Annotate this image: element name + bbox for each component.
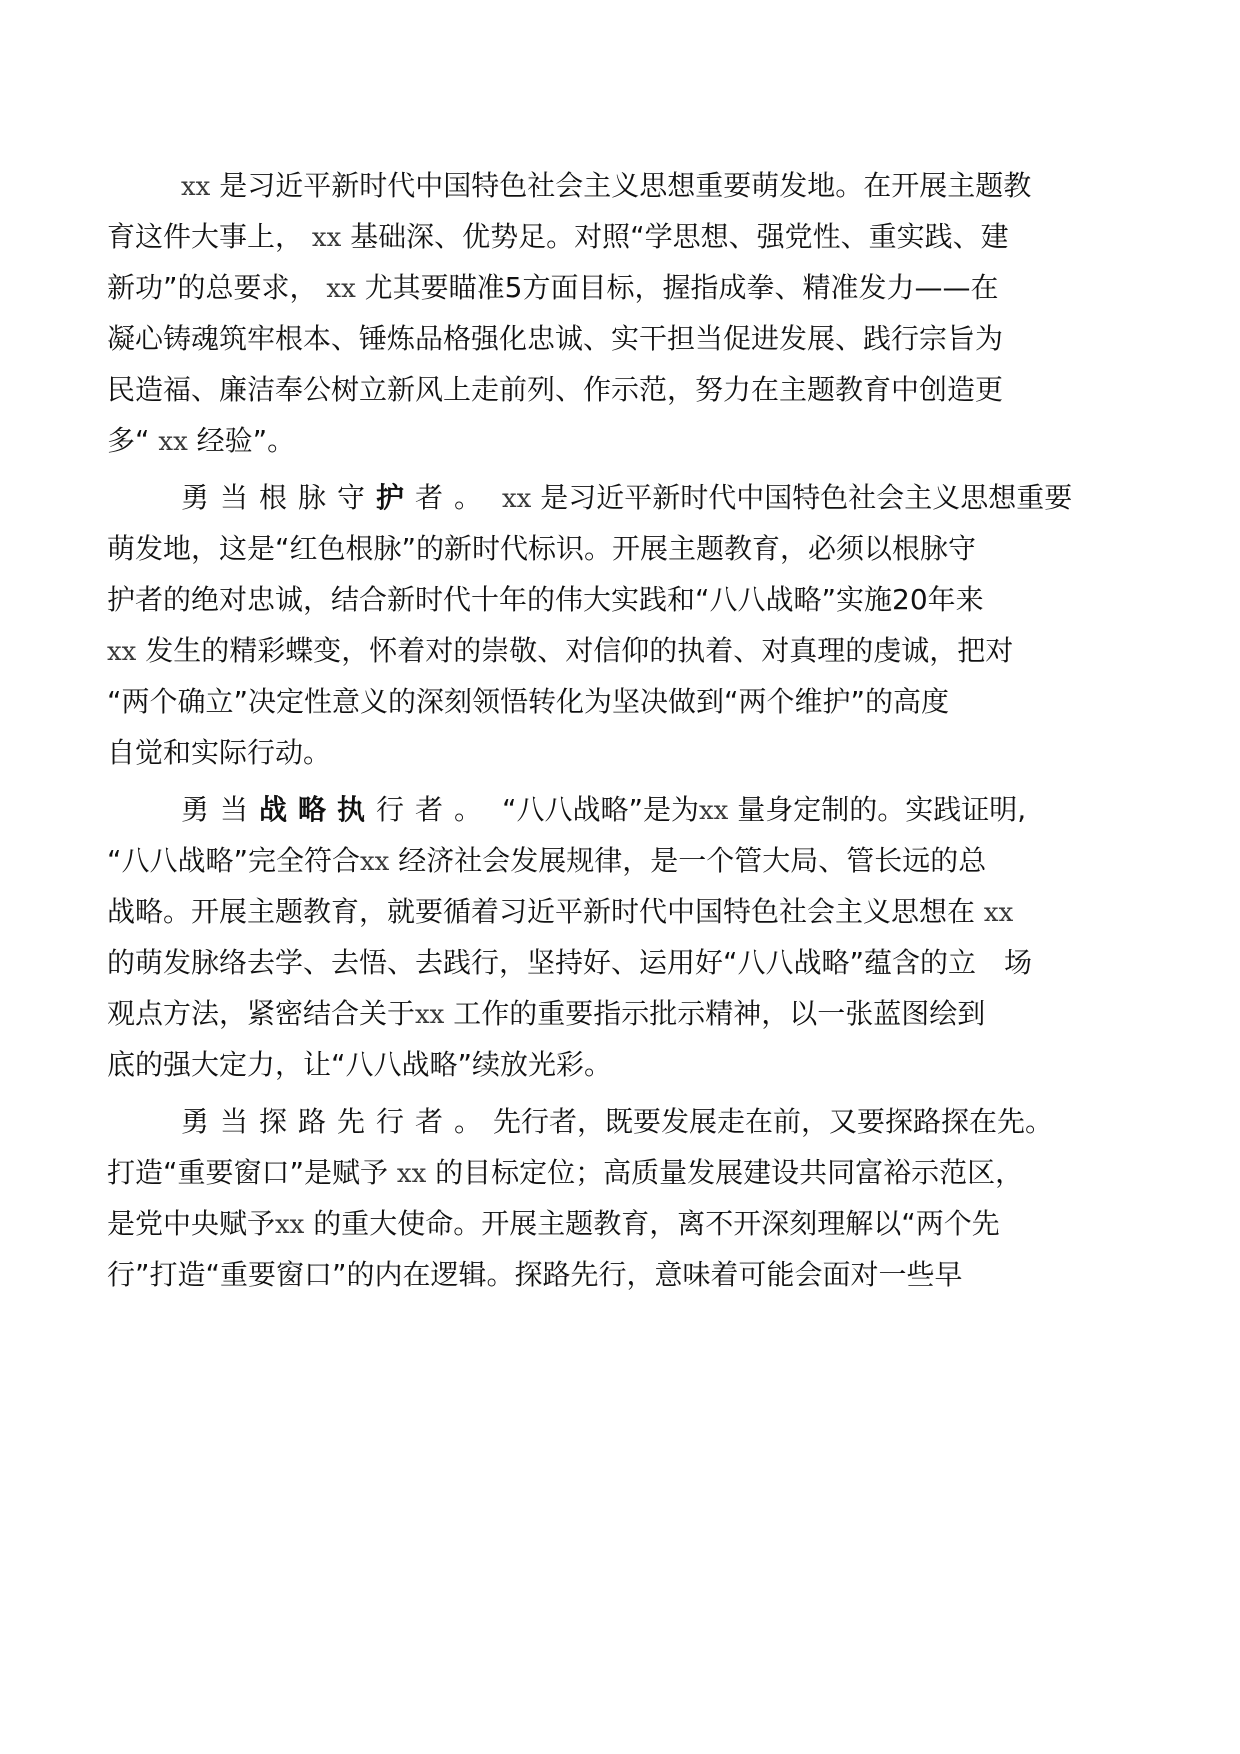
p1-line-2 [107, 208, 1009, 266]
placeholder-xx: xx [275, 1210, 305, 1240]
text: 护者的绝对忠诚，结合新时代十年的伟大实践和“八八战略”实施20年来 [107, 583, 984, 616]
text: 经济社会发展规律，是一个管大局、管长远的总 [398, 844, 987, 877]
p1-line-4 [107, 310, 1003, 368]
text: 底的强大定力，让“八八战略”续放光彩。 [107, 1048, 613, 1081]
placeholder-xx: xx [415, 1000, 445, 1030]
text: 观点方法，紧密结合关于 [107, 997, 416, 1030]
text: 新功”的总要求， [107, 271, 318, 304]
p1-line-6 [107, 412, 295, 470]
p2-line-1 [181, 469, 1072, 527]
p3-line-2 [107, 832, 986, 890]
placeholder-xx: xx [698, 796, 729, 826]
text: 萌发地，这是“红色根脉”的新时代标识。开展主题教育，必须以根脉守 [107, 532, 977, 565]
p1-line-3 [107, 259, 998, 317]
text: 尤其要瞄准5方面目标，握指成拳、精准发力——在 [364, 271, 999, 304]
text: 行”打造“重要窗口”的内在逻辑。探路先行，意味着可能会面对一些早 [107, 1258, 963, 1291]
text: 战略。开展主题教育，就要循着习近平新时代中国特色社会主义思想在 [107, 895, 976, 928]
text: 量身定制的。实践证明, [737, 793, 1027, 826]
text: 育这件大事上， [107, 220, 304, 253]
text: “八八战略”是为 [501, 793, 699, 826]
text: 凝心铸魂筑牢根本、锤炼品格强化忠诚、实干担当促进发展、践行宗旨为 [107, 322, 1004, 355]
p3-line-6 [107, 1036, 612, 1094]
p4-line-3 [107, 1195, 1000, 1253]
section-heading-part: 勇当 [181, 793, 260, 826]
placeholder-xx: xx [311, 223, 342, 253]
text: 是习近平新时代中国特色社会主义思想重要萌发地。在开展主题教 [219, 169, 1032, 202]
text: “两个确立”决定性意义的深刻领悟转化为坚决做到“两个维护”的高度 [107, 685, 950, 718]
p2-line-3 [107, 571, 984, 629]
text: 工作的重要指示批示精神，以一张蓝图绘到 [453, 997, 986, 1030]
placeholder-xx: xx [360, 847, 390, 877]
p4-line-2 [107, 1144, 1023, 1202]
placeholder-xx: xx [501, 484, 532, 514]
text: 打造“重要窗口”是赋予 [107, 1156, 389, 1189]
placeholder-xx: xx [326, 274, 356, 304]
p1-line-1 [181, 157, 1031, 215]
p1-line-5 [107, 361, 1003, 419]
text: 自觉和实际行动。 [107, 736, 332, 769]
text: 发生的精彩蝶变，怀着对的崇敬、对信仰的执着、对真理的虔诚，把对 [145, 634, 1014, 667]
section-heading-part: 者。 [415, 481, 494, 514]
placeholder-xx: xx [107, 637, 137, 667]
p4-line-4 [107, 1246, 963, 1304]
placeholder-xx: xx [983, 898, 1014, 928]
placeholder-xx: xx [158, 427, 188, 457]
text: 基础深、优势足。对照“学思想、强党性、重实践、建 [350, 220, 1009, 253]
p3-line-5 [107, 985, 985, 1043]
section-heading-bold: 护 [376, 481, 416, 514]
p3-line-1 [181, 781, 1026, 839]
placeholder-xx: xx [181, 172, 211, 202]
text: 是党中央赋予 [107, 1207, 276, 1240]
p3-line-4 [107, 934, 1032, 992]
p4-line-1 [181, 1093, 1053, 1151]
p3-line-3 [107, 883, 1013, 941]
p2-line-2 [107, 520, 976, 578]
text: 的重大使命。开展主题教育，离不开深刻理解以“两个先 [313, 1207, 1000, 1240]
section-heading-bold: 战略执 [259, 793, 377, 826]
text: 的目标定位；高质量发展建设共同富裕示范区， [435, 1156, 1024, 1189]
p2-line-4 [107, 622, 1013, 680]
text: “八八战略”完全符合 [107, 844, 361, 877]
text: 民造福、廉洁奉公树立新风上走前列、作示范，努力在主题教育中创造更 [107, 373, 1004, 406]
text: 是习近平新时代中国特色社会主义思想重要 [540, 481, 1073, 514]
p2-line-5 [107, 673, 949, 731]
placeholder-xx: xx [396, 1159, 427, 1189]
text: 的萌发脉络去学、去悟、去践行，坚持好、运用好“八八战略”蕴含的立 场 [107, 946, 1033, 979]
text: 先行者，既要发展走在前，又要探路探在先。 [493, 1105, 1054, 1138]
text: 经验”。 [196, 424, 296, 457]
text: 多“ [107, 424, 150, 457]
section-heading-part: 行者。 [376, 793, 494, 826]
section-heading: 勇当探路先行者。 [181, 1105, 494, 1138]
p2-line-6 [107, 724, 331, 782]
section-heading-part: 勇当根脉守 [181, 481, 377, 514]
